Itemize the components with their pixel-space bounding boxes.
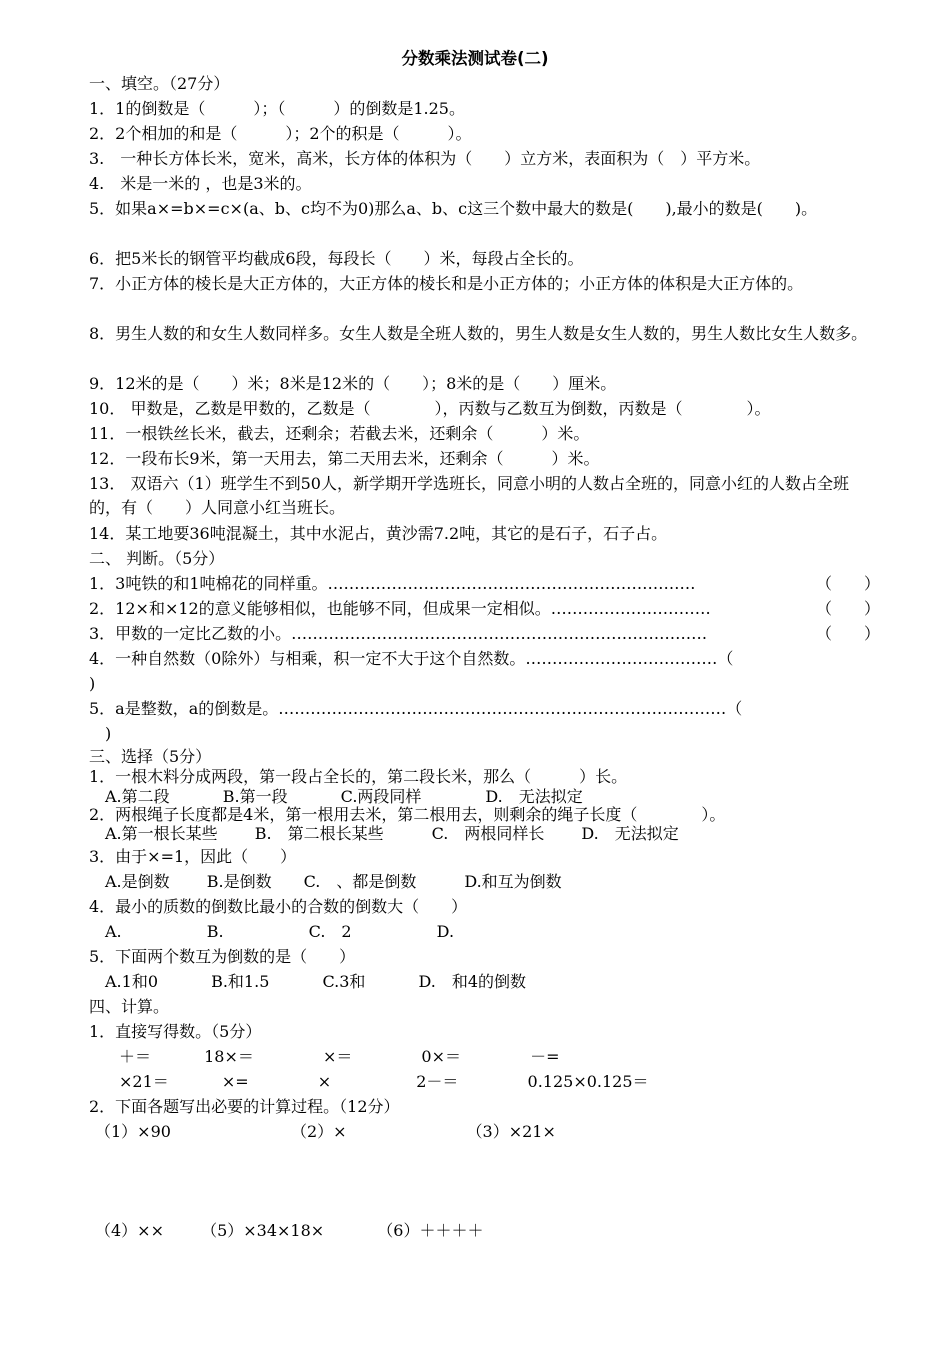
judge-question-2 <box>89 597 880 621</box>
fill-question-2: 2．2个相加的和是（ ）；2个的积是（ ）。 <box>89 124 472 143</box>
choice-question-1-options: A.第二段 B.第一段 C.两段同样 D. 无法拟定 <box>105 787 583 806</box>
judge-question-5: 5．a是整数，a的倒数是。…………………………………………………………………………（ <box>89 699 743 718</box>
calc-part-1-row-2: ×21＝ ×= × 2－＝ 0.125×0.125＝ <box>119 1072 649 1091</box>
choice-question-4: 4．最小的质数的倒数比最小的合数的倒数大（ ） <box>89 897 468 916</box>
judge-question-3 <box>89 622 880 646</box>
judge-answer-paren-2: （ ） <box>815 599 880 618</box>
judge-answer-paren-1: （ ） <box>815 574 880 593</box>
choice-question-3-options: A.是倒数 B.是倒数 C. 、都是倒数 D.和互为倒数 <box>105 872 562 891</box>
fill-question-1: 1．1的倒数是（ ）；（ ）的倒数是1.25。 <box>89 99 465 118</box>
fill-question-3: 3. 一种长方体长米，宽米，高米，长方体的体积为（ ）立方米，表面积为（ ）平方米。 <box>89 149 761 168</box>
section-4-heading: 四、计算。 <box>89 997 170 1016</box>
fill-question-13: 13． 双语六（1）班学生不到50人，新学期开学选班长，同意小明的人数占全班的，同意小红的人数占全班的，有（ ）人同意小红当班长。 <box>89 474 849 517</box>
section-1-heading: 一、填空。（27分） <box>89 74 230 93</box>
fill-question-7: 7．小正方体的棱长是大正方体的，大正方体的棱长和是小正方体的；小正方体的体积是大正方体的。 <box>89 274 804 293</box>
fill-question-6: 6．把5米长的钢管平均截成6段，每段长（ ）米，每段占全长的。 <box>89 249 584 268</box>
fill-question-10: 10． 甲数是，乙数是甲数的，乙数是（ ），丙数与乙数互为倒数，丙数是（ ）。 <box>89 399 771 418</box>
fill-question-9: 9．12米的是（ ）米；8米是12米的（ ）；8米的是（ ）厘米。 <box>89 374 617 393</box>
choice-question-2-options: A.第一根长某些 B. 第二根长某些 C. 两根同样长 D. 无法拟定 <box>105 824 679 843</box>
judge-question-1 <box>89 572 880 596</box>
judge-answer-paren-3: （ ） <box>815 624 880 643</box>
fill-question-8: 8．男生人数的和女生人数同样多。女生人数是全班人数的，男生人数是女生人数的，男生人数比女生人数多。 <box>89 324 868 343</box>
calc-part-1-row-1: ＋＝ 18×＝ ×＝ 0×＝ －= <box>119 1047 560 1066</box>
calc-part-1-heading: 1．直接写得数。（5分） <box>89 1022 262 1041</box>
fill-question-14: 14．某工地要36吨混凝土，其中水泥占，黄沙需7.2吨，其它的是石子，石子占。 <box>89 524 668 543</box>
section-2-heading: 二、 判断。（5分） <box>89 549 225 568</box>
page-title: 分数乘法测试卷(二) <box>401 49 549 68</box>
fill-question-11: 11．一根铁丝长米，截去，还剩余；若截去米，还剩余（ ）米。 <box>89 424 590 443</box>
choice-question-5: 5．下面两个数互为倒数的是（ ） <box>89 947 356 966</box>
choice-question-1: 1．一根木料分成两段，第一段占全长的，第二段长米，那么（ ）长。 <box>89 767 628 786</box>
judge-question-4: 4．一种自然数（0除外）与相乘，积一定不大于这个自然数。………………………………（ <box>89 649 734 668</box>
calc-part-2-heading: 2．下面各题写出必要的计算过程。（12分） <box>89 1097 400 1116</box>
judge-question-1-text: 1．3吨铁的和1吨棉花的同样重。…………………………………………………………… <box>89 574 696 593</box>
choice-question-5-options: A.1和0 B.和1.5 C.3和 D. 和4的倒数 <box>105 972 527 991</box>
choice-question-4-options: A. B. C. 2 D. <box>105 922 455 941</box>
calc-part-2-row-2: （4）×× （5）×34×18× （6）＋＋＋＋ <box>95 1221 484 1240</box>
fill-question-5: 5．如果a×=b×=c×(a、b、c均不为0)那么a、b、c这三个数中最大的数是( ),最小的数是( )。 <box>89 199 818 218</box>
fill-question-4: 4. 米是一米的 ，也是3米的。 <box>89 174 312 193</box>
judge-question-4-close-paren: ) <box>89 674 96 693</box>
fill-question-12: 12．一段布长9米，第一天用去，第二天用去米，还剩余（ ）米。 <box>89 449 600 468</box>
choice-question-2: 2．两根绳子长度都是4米，第一根用去米，第二根用去，则剩余的绳子长度（ ）。 <box>89 805 726 824</box>
judge-question-3-text: 3．甲数的一定比乙数的小。…………………………………………………………………… <box>89 624 708 643</box>
choice-question-3: 3．由于×=1，因此（ ） <box>89 847 297 866</box>
judge-question-2-text: 2．12×和×12的意义能够相似，也能够不同，但成果一定相似。………………………… <box>89 599 711 618</box>
section-3-heading: 三、选择（5分） <box>89 747 212 766</box>
judge-question-5-close-paren: ) <box>89 724 112 743</box>
calc-part-2-row-1: （1）×90 （2）× （3）×21× <box>95 1122 556 1141</box>
